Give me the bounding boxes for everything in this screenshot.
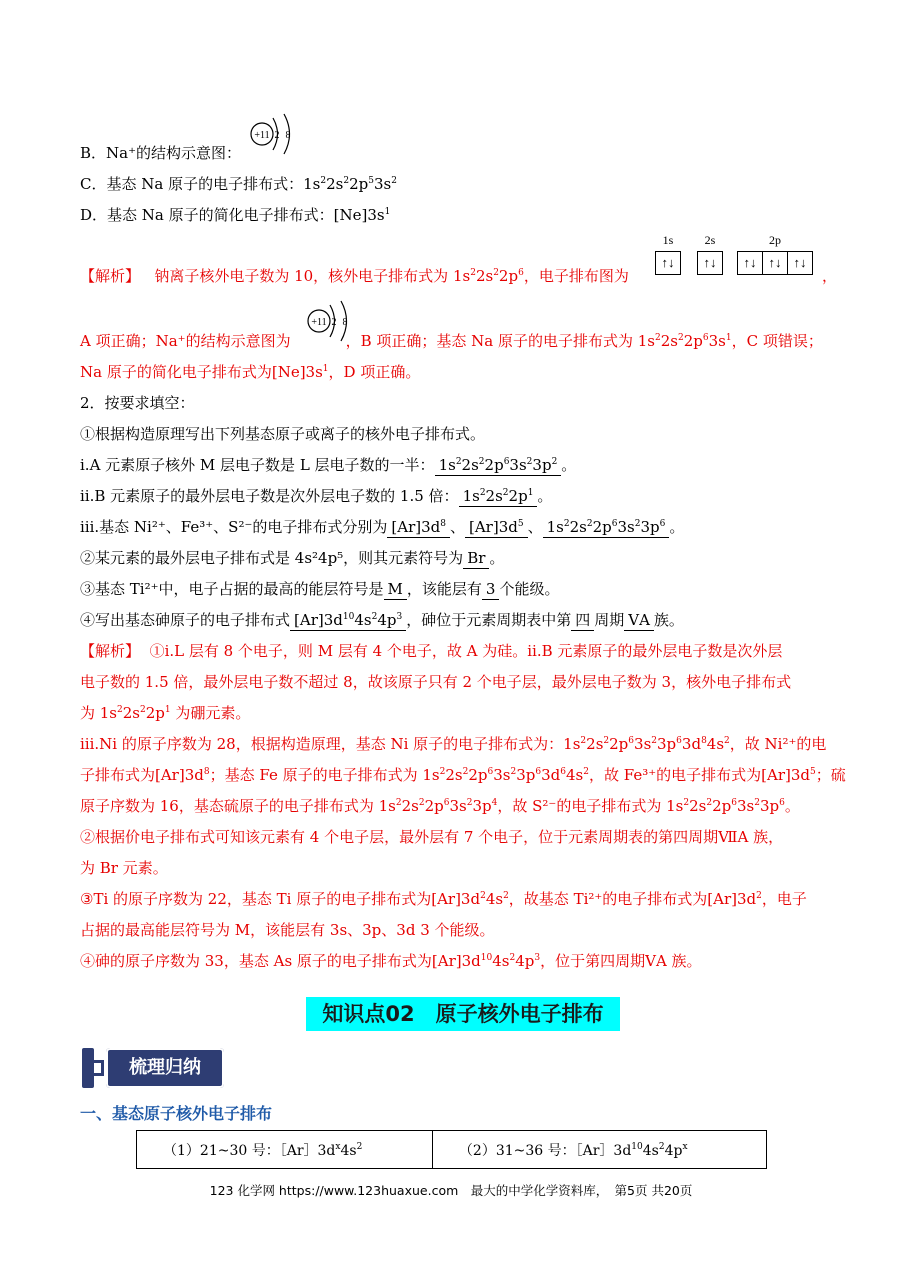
table-cell: （1）21~30 号：$[Ar]3d^x4s^2$: [137, 1131, 433, 1169]
nucleus-charge: +11: [254, 130, 270, 141]
answer-iii-s: $1s^22s^22p^63s^23p^6$: [543, 517, 670, 538]
analysis2-line11: ④砷的原子序数为 33，基态 As 原子的电子排布式为$[Ar]3d^{10}4s^24p^3$，位于第四周期ⅤA 族。: [80, 952, 702, 970]
option-c: C．基态 Na 原子的电子排布式：$1s^22s^22p^53s^2$: [80, 175, 397, 193]
orbital-cell: ↑↓: [661, 255, 675, 270]
analysis1-line2: A 项正确；Na⁺的结构示意图为 ，B 项正确；基态 Na 原子的电子排布式为 $1s^22s^22p^63s^1$，C 项错误；: [80, 332, 823, 350]
orbital-2s: [697, 233, 723, 275]
orbital-label: 2s: [704, 233, 716, 247]
answer-iii-fe: $[Ar]3d^5$: [465, 517, 528, 538]
analysis1-line3: Na 原子的简化电子排布式为$[Ne]3s^1$，D 项正确。: [80, 363, 421, 381]
shell2-count: 8: [342, 317, 348, 328]
orbital-2p: [737, 233, 813, 275]
shell1-count: 2: [274, 130, 280, 141]
orbital-cell: ↑↓: [703, 255, 717, 270]
analysis2-line6: 原子序数为 16，基态硫原子的电子排布式为 $1s^22s^22p^63s^23p^4$，故 S²⁻的电子排布式为 $1s^22s^22p^63s^23p^6$。: [80, 797, 800, 815]
answer-3b: 3: [482, 579, 500, 600]
answer-iii-ni: $[Ar]3d^8$: [387, 517, 450, 538]
q2-iii: ⅲ.基态 Ni²⁺、Fe³⁺、S²⁻的电子排布式分别为 $[Ar]3d^8$ 、 $[Ar]3d^5$ 、 $1s^22s^22p^63s^23p^6$ 。: [80, 518, 685, 536]
nucleus-charge: +11: [311, 317, 327, 328]
orbital-1s: [655, 233, 681, 275]
config-table: [136, 1130, 767, 1169]
analysis2-line5: 子排布式为$[Ar]3d^8$；基态 Fe 原子的电子排布式为 $1s^22s^22p^63s^23p^63d^64s^2$，故 Fe³⁺的电子排布式为$[Ar]3d^5$；硫: [80, 766, 846, 784]
q2-part4: ④写出基态砷原子的电子排布式 $[Ar]3d^{10}4s^24p^3$ ，砷位于元素周期表中第 四 周期 ⅤA 族。: [80, 611, 684, 629]
analysis1-line1: 【解析】 钠离子核外电子数为 10，核外电子排布式为 $1s^22s^22p^6$，电子排布图为: [80, 267, 629, 285]
orbital-label: 1s: [662, 233, 674, 247]
analysis2-line10: 占据的最高能层符号为 M，该能层有 3s、3p、3d 3 个能级。: [80, 921, 495, 939]
answer-ii: $1s^22s^22p^1$: [459, 486, 538, 507]
analysis2-line7: ②根据价电子排布式可知该元素有 4 个电子层，最外层有 7 个电子，位于元素周期表的第四周期ⅦA 族，: [80, 828, 784, 846]
orbital-cell: ↑↓: [762, 252, 787, 274]
answer-2: Br: [463, 548, 489, 569]
analysis2-line9: ③Ti 的原子序数为 22，基态 Ti 原子的电子排布式为$[Ar]3d^24s^2$，故基态 Ti²⁺的电子排布式为$[Ar]3d^2$，电子: [80, 890, 807, 908]
q2-title: 2．按要求填空：: [80, 394, 195, 412]
analysis2-line3: 为 $1s^22s^22p^1$ 为硼元素。: [80, 704, 251, 722]
orbital-label: 2p: [769, 233, 781, 247]
table-cell: （2）31~36 号：$[Ar]3d^{10}4s^24p^x$: [432, 1131, 766, 1169]
shell2-count: 8: [285, 130, 291, 141]
na-ion-diagram: [246, 112, 296, 158]
analysis2-line2: 电子数的 1.5 倍，最外层电子数不超过 8，故该原子只有 2 个电子层，最外层电子数为 3，核外电子排布式: [80, 673, 792, 691]
section-title: 一、基态原子核外电子排布: [80, 1104, 273, 1123]
q2-i: ⅰ.A 元素原子核外 M 层电子数是 L 层电子数的一半： $1s^22s^22p^63s^23p^2$ 。: [80, 456, 577, 474]
answer-4c: ⅤA: [624, 610, 654, 631]
q2-ii: ⅱ.B 元素原子的最外层电子数是次外层电子数的 1.5 倍： $1s^22s^22p^1$ 。: [80, 487, 553, 505]
shell1-count: 2: [331, 317, 337, 328]
analysis2-line8: 为 Br 元素。: [80, 859, 168, 877]
knowledge-point-title: 知识点02 原子核外电子排布: [306, 997, 620, 1031]
option-b: B．Na⁺的结构示意图：: [80, 144, 242, 162]
analysis2-line4: ⅲ.Ni 的原子序数为 28，根据构造原理，基态 Ni 原子的电子排布式为：$1s^22s^22p^63s^23p^63d^84s^2$，故 Ni²⁺的电: [80, 735, 827, 753]
q2-part1: ①根据构造原理写出下列基态原子或离子的核外电子排布式。: [80, 425, 486, 443]
badge-label: 梳理归纳: [129, 1057, 201, 1078]
answer-4a: $[Ar]3d^{10}4s^24p^3$: [290, 610, 406, 631]
orbital-cell: ↑↓: [787, 252, 812, 274]
page-footer: 123 化学网 https://www.123huaxue.com 最大的中学化学资料库， 第5页 共20页: [209, 1183, 693, 1198]
orbital-cell: ↑↓: [743, 255, 757, 270]
q2-part3: ③基态 Ti²⁺中，电子占据的最高的能层符号是 M ，该能层有 3 个能级。: [80, 580, 560, 598]
answer-3a: M: [384, 579, 407, 600]
option-d: D．基态 Na 原子的简化电子排布式：$[Ne]3s^1$: [80, 206, 391, 224]
table-row: [137, 1131, 767, 1169]
summary-badge: [82, 1048, 224, 1088]
q2-part2: ②某元素的最外层电子排布式是 4s²4p⁵，则其元素符号为 Br 。: [80, 549, 505, 567]
analysis2-line1: 【解析】 ①ⅰ.L 层有 8 个电子，则 M 层有 4 个电子，故 A 为硅。ⅱ.B 元素原子的最外层电子数是次外层: [80, 642, 783, 660]
answer-4b: 四: [571, 610, 594, 631]
answer-i: $1s^22s^22p^63s^23p^2$: [435, 455, 562, 476]
